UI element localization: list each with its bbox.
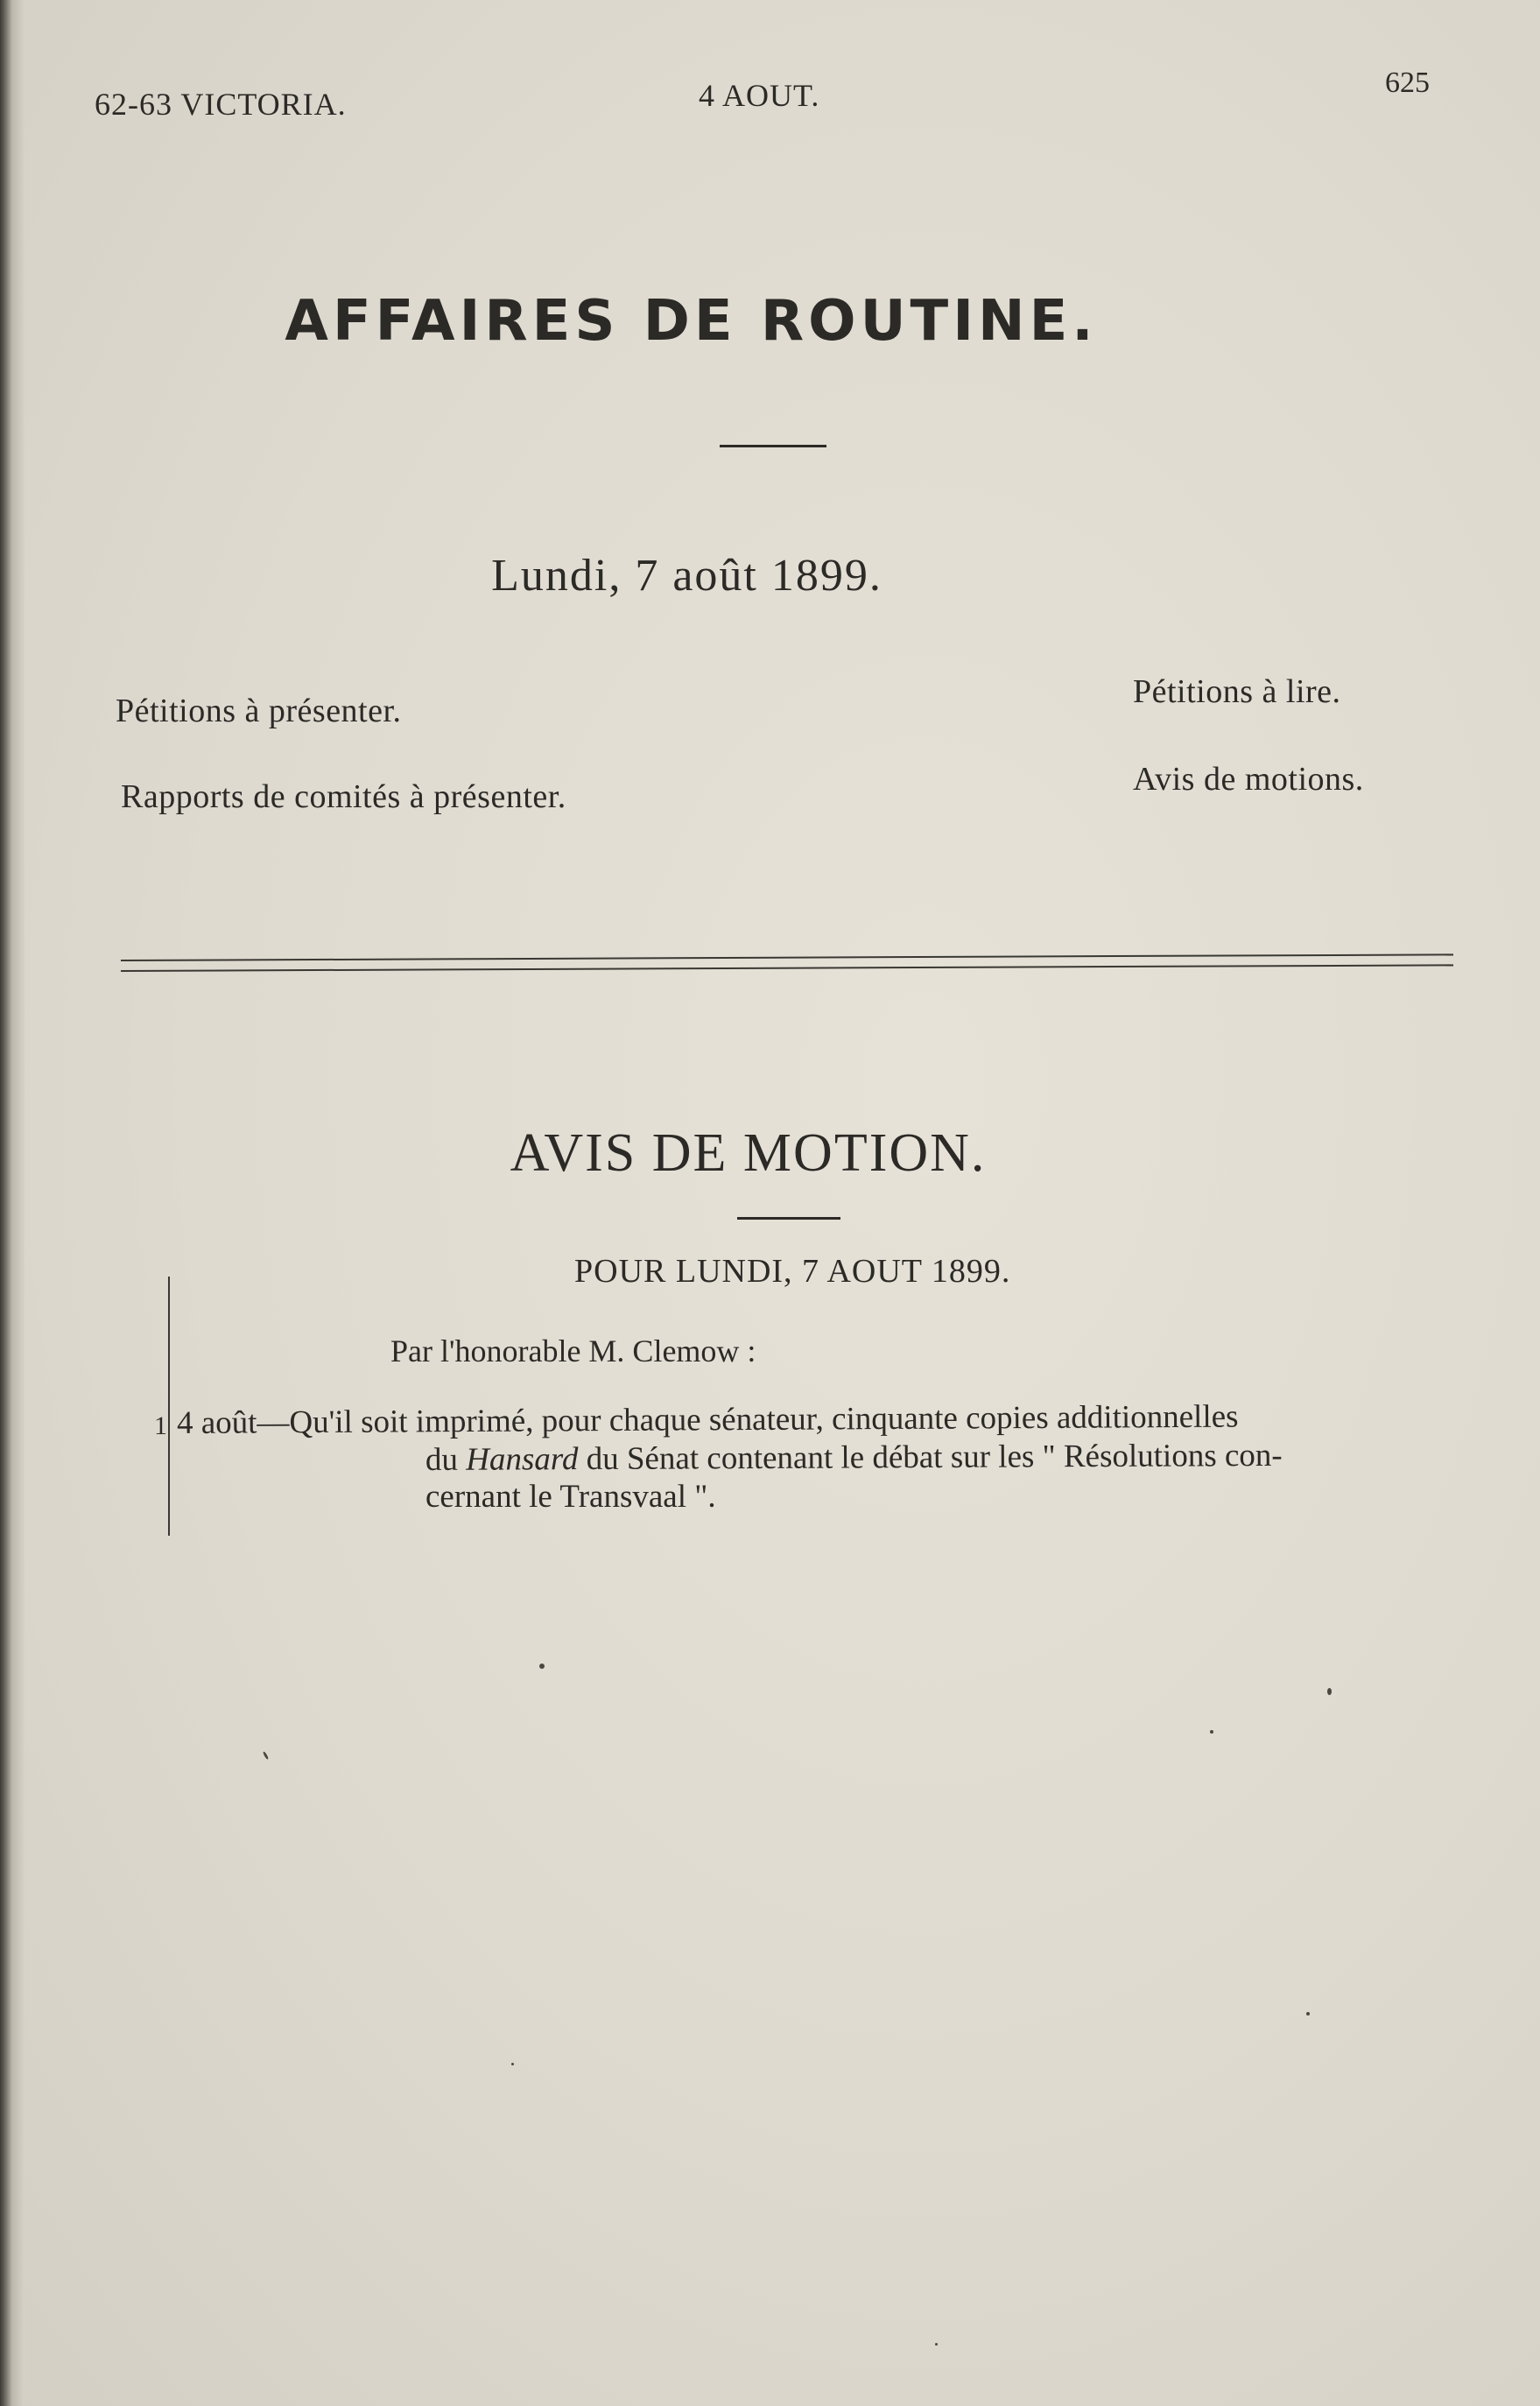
margin-bar	[168, 1277, 170, 1536]
paper-speck	[935, 2343, 938, 2346]
motion-title-rule	[737, 1217, 840, 1220]
running-header-left: 62-63 VICTORIA.	[95, 87, 347, 122]
motion-line2-suffix: du Sénat contenant le débat sur les " Résolutions con-	[578, 1437, 1283, 1478]
running-header-date: 4 AOUT.	[699, 78, 820, 113]
paper-speck	[263, 1751, 270, 1760]
page-number: 625	[1385, 67, 1430, 99]
paper-speck	[1327, 1688, 1332, 1695]
routine-item-rapports-comites: Rapports de comités à présenter.	[121, 778, 566, 815]
paper-speck	[1210, 1730, 1213, 1734]
routine-title: AFFAIRES DE ROUTINE.	[285, 289, 1098, 354]
paper-speck	[539, 1664, 545, 1669]
routine-item-petitions-lire: Pétitions à lire.	[1133, 673, 1341, 710]
motion-sponsor: Par l'honorable M. Clemow :	[390, 1333, 756, 1368]
hansard-italic: Hansard	[466, 1441, 579, 1478]
section-divider	[121, 953, 1453, 972]
routine-item-petitions-presenter: Pétitions à présenter.	[116, 693, 402, 729]
title-rule	[720, 445, 826, 447]
paper-speck	[511, 2063, 514, 2065]
motion-subheading: POUR LUNDI, 7 AOUT 1899.	[574, 1253, 1011, 1290]
motion-title: AVIS DE MOTION.	[510, 1123, 987, 1183]
paper-speck	[1306, 2012, 1310, 2016]
motion-line2-prefix: du	[425, 1441, 467, 1478]
motion-text-line-3: cernant le Transvaal ".	[425, 1479, 716, 1515]
page-binding-edge	[0, 0, 25, 2406]
margin-mark: 1	[154, 1411, 167, 1440]
routine-item-avis-motions: Avis de motions.	[1133, 761, 1364, 798]
routine-date: Lundi, 7 août 1899.	[491, 551, 883, 601]
motion-text-line-2	[425, 1437, 1283, 1479]
motion-text-line-1: 4 août—Qu'il soit imprimé, pour chaque sénateur, cinquante copies additionnelles	[176, 1398, 1239, 1441]
